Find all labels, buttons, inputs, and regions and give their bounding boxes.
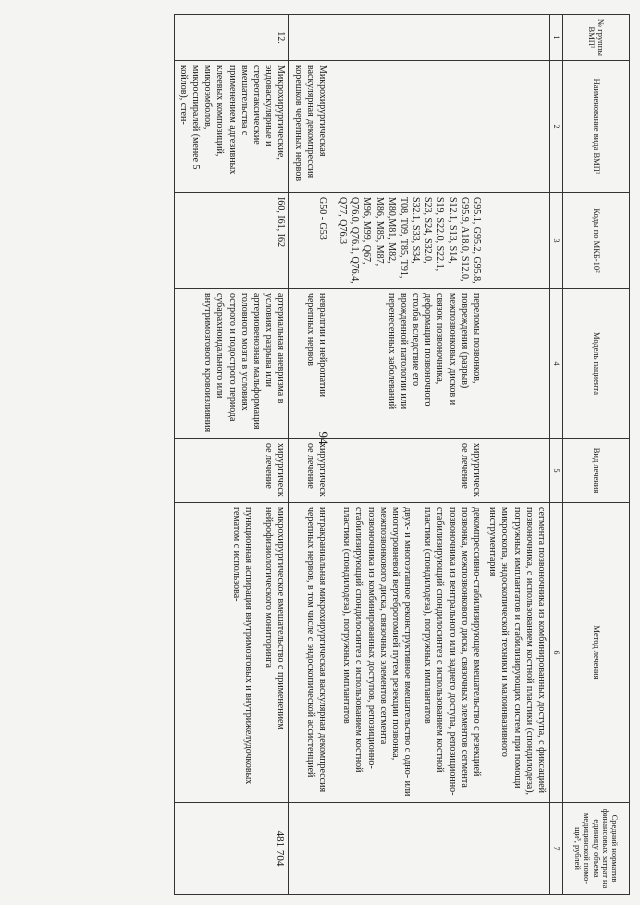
treatment-method: сегмента позвоночника из комбинированных доступа, с фиксацией позвоночника, с использованием костной пластики (спондилодеза), погружных имплантатов и стабилизирующих систем при помощи микроскопа, эндоскопической техники и малоинвазивного инструментария — [484, 503, 549, 803]
treatment-method — [174, 503, 289, 803]
patient-model: переломы позвонков, повреждения (разрыв) межпозвонковых дисков и связок позвоночника, деформации позвоночного столба вследствие его врожденной патологии или перенесенных заболеваний — [330, 289, 484, 439]
header-patient-model: Модель пациента — [563, 289, 630, 439]
vmp-name: Микрохирургические, эндоваскулярные и стереотаксические вмешательства с применением адгезивных клеевых композиций, микроэмболов, микроспиралей (менее 5 койлов), стен- — [174, 61, 289, 193]
treatment-method: интракраниальная микрохирургическая васкулярная декомпрессия черепных нервов, в том числе с эндоскопической ассистенцией — [289, 503, 330, 803]
header-group-number: № группы ВМП¹ — [563, 15, 630, 61]
column-number: 1 — [550, 15, 563, 61]
vmp-table — [174, 14, 630, 895]
treatment-method-a: декомпрессивно-стабилизирующее вмешательство с резекцией позвонка, межпозвонкового диска, связочных элементов сегмента позвоночника из вентрального или заднего доступа, репозиционно-стабилизирующий спондилосинтез с использованием костной пластики (спондилодеза), погружных имплантатов — [422, 507, 483, 796]
cost-value: 481 704 — [174, 803, 289, 895]
header-treatment-method: Метод лечения — [563, 503, 630, 803]
treatment-method-b: пункционная аспирация внутримозговых и внутрижелудочковых гематом с использова- — [230, 507, 255, 785]
page-number: 94 — [316, 431, 331, 445]
treatment-kind: хирургическое лечение — [330, 439, 484, 503]
icd-codes: G50 - G53 — [289, 193, 330, 289]
column-number: 4 — [550, 289, 563, 439]
icd-codes: I60, I61, I62 — [174, 193, 289, 289]
patient-model: невралгии и нейропатии черепных нервов — [289, 289, 330, 439]
rotated-table-sheet — [30, 14, 630, 894]
header-vmp-name: Наименование вида ВМП¹ — [563, 61, 630, 193]
treatment-method — [330, 503, 484, 803]
vmp-name: Микрохирургическая васкулярная декомпрессия корешков черепных нервов — [289, 61, 330, 193]
table-row — [484, 15, 549, 895]
column-number: 3 — [550, 193, 563, 289]
group-number: 12. — [174, 15, 289, 61]
column-number: 6 — [550, 503, 563, 803]
column-number-row — [550, 15, 563, 895]
column-number: 2 — [550, 61, 563, 193]
table-row — [330, 15, 484, 895]
table-row — [174, 15, 289, 895]
header-treatment-kind: Вид лечения — [563, 439, 630, 503]
treatment-method-b: двух- и многоэтапное реконструктивное вмешательство с одно- или многоуровневой вертебротомией путем резекции позвонка, межпозвонкового диска, связочных элементов сегмента позвоночника из комбинированных доступов, репозиционно-стабилизирующий спондилосинтез с использованием костной пластики (спондилодеза), погружных имплантатов — [341, 507, 414, 797]
treatment-method-a: микрохирургическое вмешательство с применением нейрофизиологического мониторинга — [263, 507, 287, 730]
column-number: 5 — [550, 439, 563, 503]
treatment-kind: хирургическое лечение — [174, 439, 289, 503]
header-icd-codes: Коды по МКБ-10² — [563, 193, 630, 289]
header-cost: Средний норматив финансовых затрат на единицу объема медицинской помо-щи³, рублей — [563, 803, 630, 895]
icd-codes: G95.1, G95.2, G95.8, G95.9, A18.0, S12.0, S12.1, S13, S14, S19, S22.0, S22.1, S23, S24, S32.0, S32.1, S33, S34, T08, T09, T85, T91, M80,M81, M82, M86, M85, M87, M96, M99, Q67, Q76.0, Q76.1, Q76.4, Q77, Q76.3 — [330, 193, 484, 289]
table-row — [289, 15, 330, 895]
treatment-kind: хирургическое лечение — [289, 439, 330, 503]
patient-model: артериальная аневризма в условиях разрыва или артериовенозная мальформация головного мозга в условиях острого и подострого периода субарахноидального или внутримозгового кровоизлияния — [174, 289, 289, 439]
column-number: 7 — [550, 803, 563, 895]
header-row — [563, 15, 630, 895]
